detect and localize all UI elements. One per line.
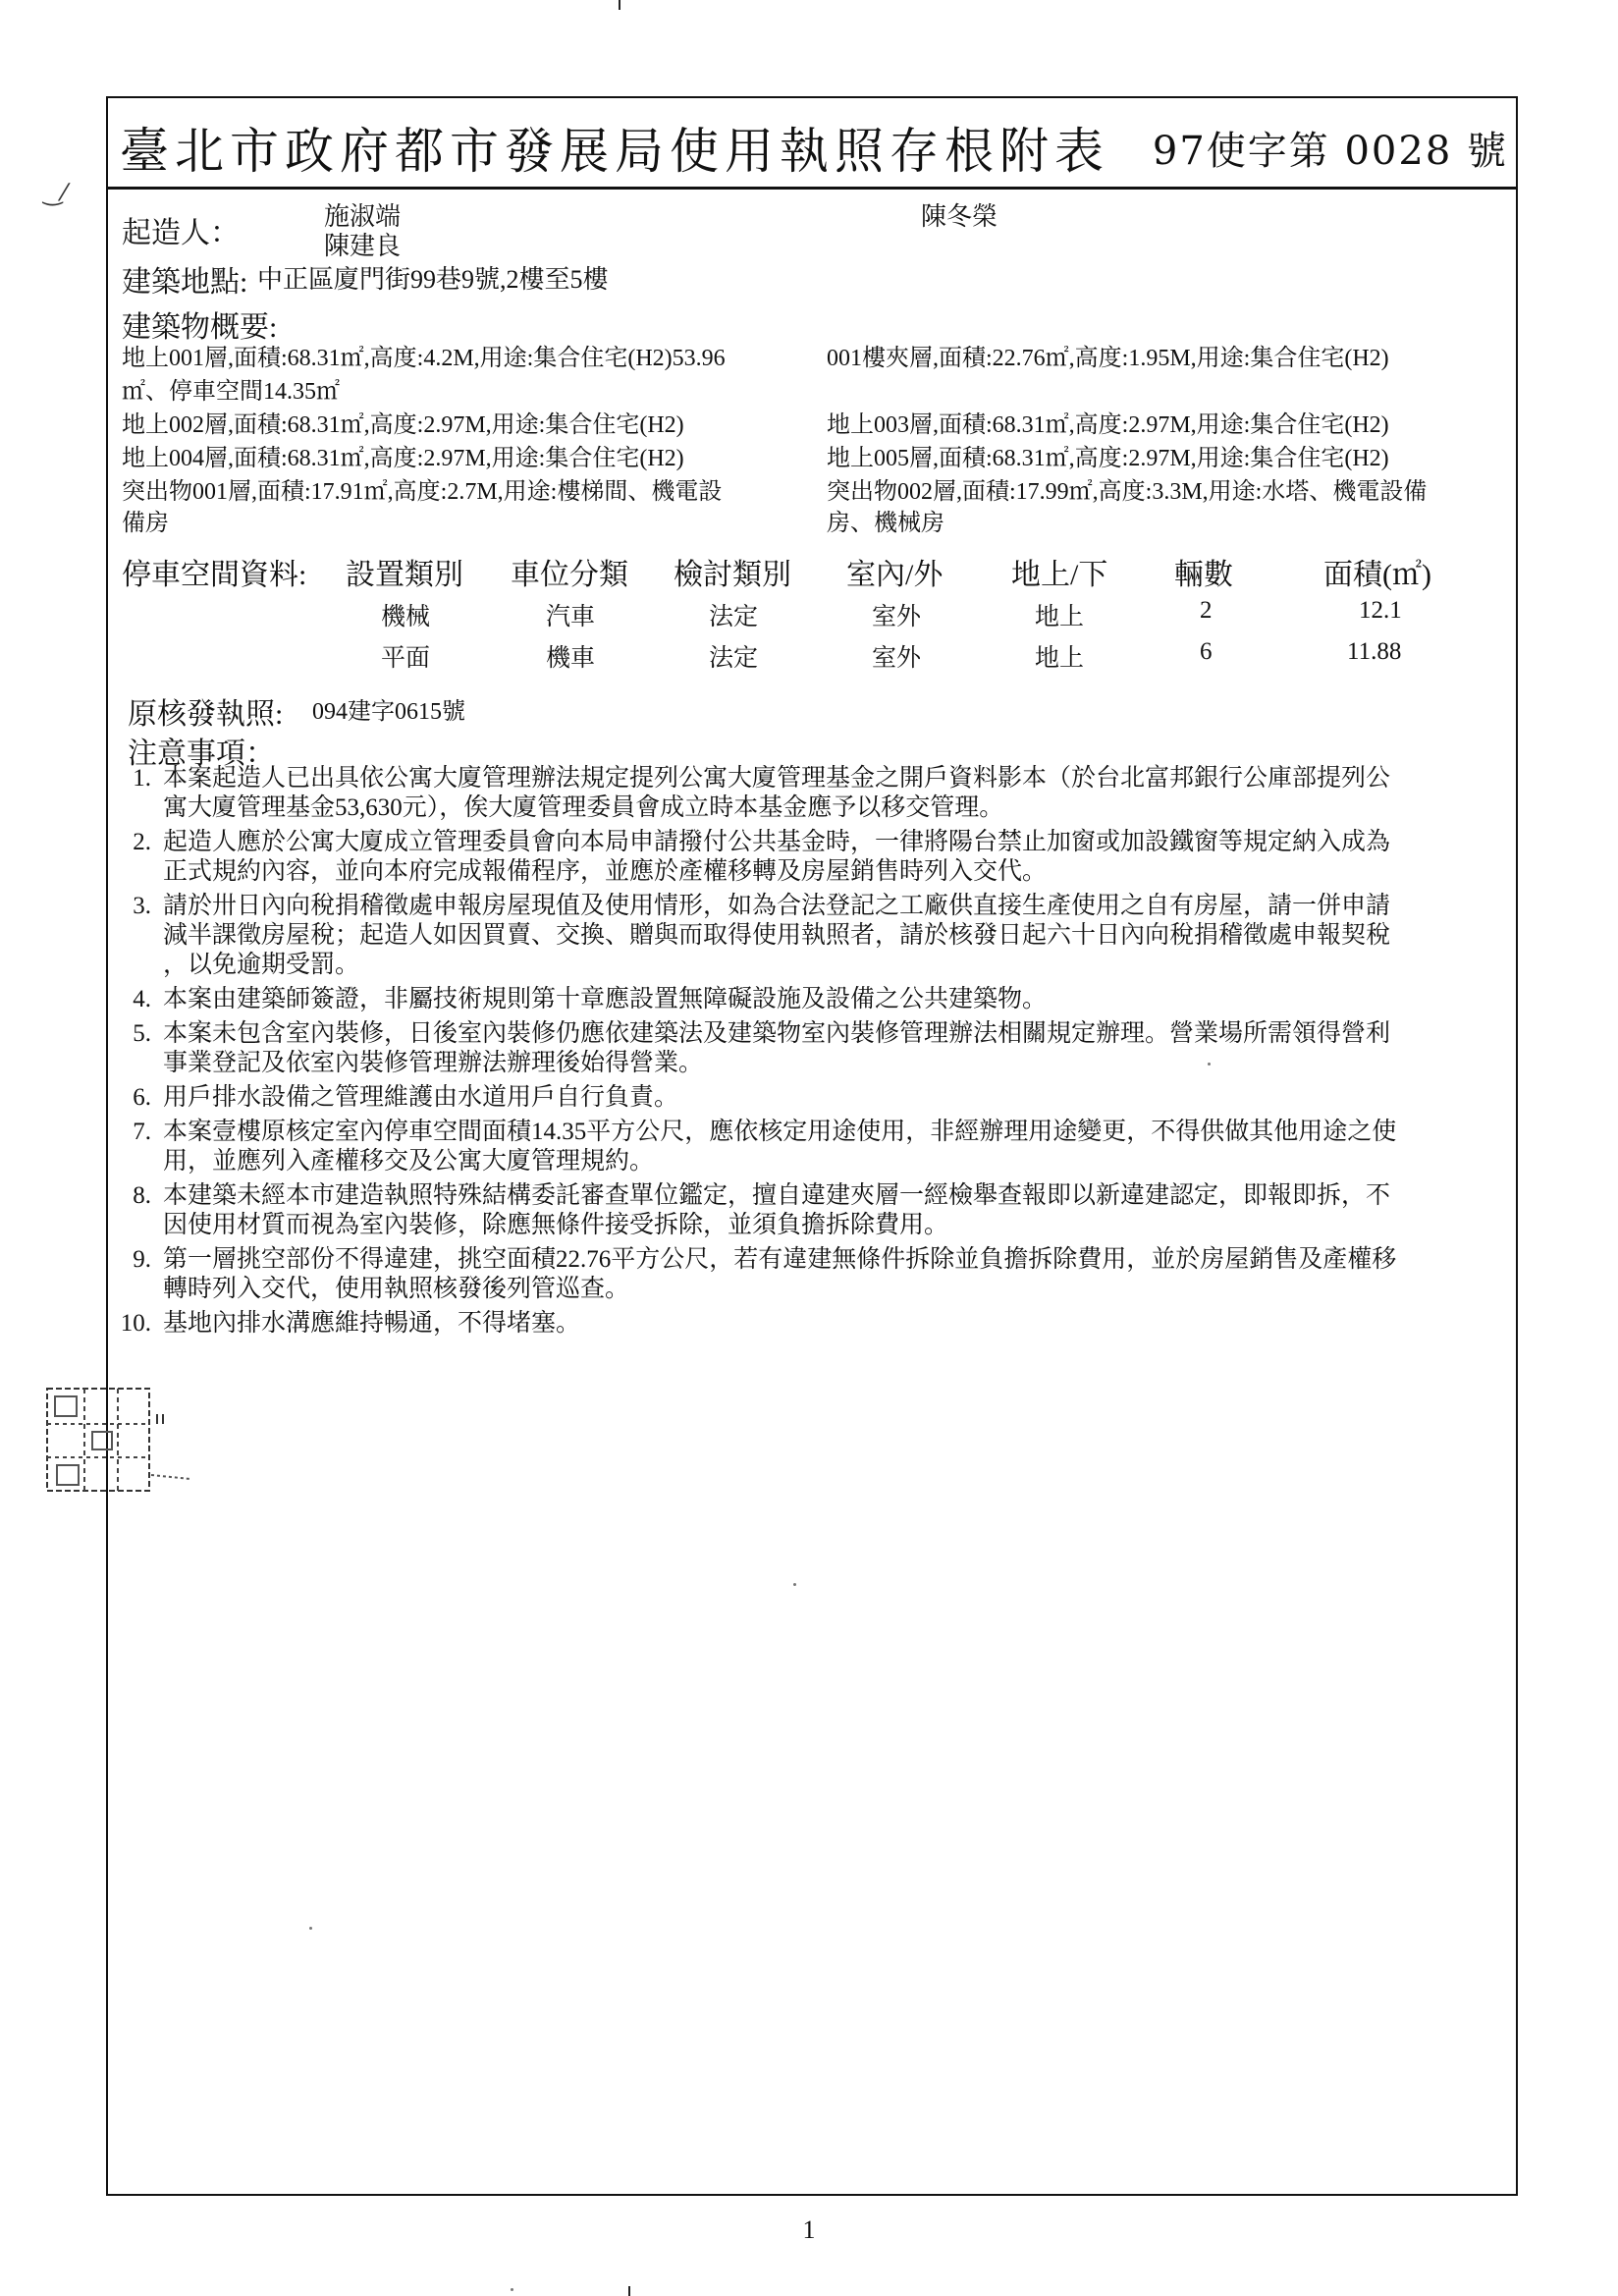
parking-cell: 室外 (872, 645, 922, 672)
note-line: 基地內排水溝應維持暢通，不得堵塞。 (163, 1310, 581, 1337)
note-text (163, 1245, 1518, 1304)
overview-line: 001樓夾層,面積:22.76㎡,高度:1.95M,用途:集合住宅(H2) (827, 346, 1389, 371)
note-text (163, 985, 1518, 1014)
parking-header-cell: 面積(㎡) (1323, 559, 1431, 591)
title-row (108, 98, 1516, 190)
note-line: 本案未包含室內裝修，日後室內裝修仍應依建築法及建築物室內裝修管理辦法相關規定辦理。營業場所需領得營利 (163, 1020, 1391, 1047)
note-text (163, 1181, 1518, 1240)
note-line: 用戶排水設備之管理維護由水道用戶自行負責。 (163, 1084, 679, 1111)
parking-header-cell: 輛數 (1174, 559, 1233, 591)
scan-dot (511, 2288, 513, 2291)
note-number: 7. (133, 1119, 151, 1145)
overview-line: 地上005層,面積:68.31㎡,高度:2.97M,用途:集合住宅(H2) (827, 446, 1389, 471)
note-line: 因使用材質而視為室內裝修，除應無條件接受拆除，並須負擔拆除費用。 (163, 1212, 949, 1238)
note-line: 事業登記及依室內裝修管理辦法辦理後始得營業。 (163, 1050, 704, 1076)
parking-cell: 6 (1200, 638, 1213, 665)
applicant-name: 陳冬榮 (921, 202, 998, 231)
note-number: 1. (133, 765, 151, 792)
parking-cell: 11.88 (1347, 638, 1402, 665)
note-line: 寓大廈管理基金53,630元），俟大廈管理委員會成立時本基金應予以移交管理。 (163, 794, 1004, 821)
applicant-name: 施淑端 (324, 202, 402, 231)
scan-dot (309, 1927, 312, 1930)
note-text (163, 828, 1518, 887)
note-line: 轉時列入交代，使用執照核發後列管巡查。 (163, 1276, 630, 1302)
note-number: 5. (133, 1020, 151, 1047)
parking-header-cell: 設置類別 (346, 559, 463, 591)
original-permit-label: 原核發執照: (128, 698, 284, 731)
note-line: 本案由建築師簽證，非屬技術規則第十章應設置無障礙設施及設備之公共建築物。 (163, 986, 1048, 1012)
note-number: 3. (133, 893, 151, 919)
site-label: 建築地點: (122, 266, 248, 299)
overview-line: 房、機械房 (827, 511, 944, 536)
original-permit-number: 094建字0615號 (312, 699, 465, 725)
note-number: 8. (133, 1182, 151, 1209)
overview-line: 突出物002層,面積:17.99㎡,高度:3.3M,用途:水塔、機電設備 (827, 479, 1428, 505)
note-number: 10. (120, 1310, 151, 1337)
note-line: ，以免逾期受罰。 (163, 952, 360, 978)
parking-cell: 地上 (1035, 604, 1085, 630)
parking-cell: 機車 (546, 645, 596, 672)
parking-cell: 法定 (709, 645, 759, 672)
document-title: 臺北市政府都市發展局使用執照存根附表 (120, 123, 1109, 180)
site-address: 中正區廈門街99巷9號,2樓至5樓 (257, 265, 609, 294)
note-number: 2. (133, 829, 151, 855)
overview-label: 建築物概要: (122, 311, 278, 344)
scan-tick (619, 0, 620, 10)
parking-header-cell: 車位分類 (511, 559, 628, 591)
overview-line: 地上001層,面積:68.31㎡,高度:4.2M,用途:集合住宅(H2)53.96 (122, 346, 726, 371)
note-number: 4. (133, 986, 151, 1012)
applicant-label: 起造人： (122, 217, 240, 249)
note-line: 本建築未經本市建造執照特殊結構委託審查單位鑑定，擅自違建夾層一經檢舉查報即以新違建認定，即報即拆，不 (163, 1182, 1391, 1209)
note-line: 減半課徵房屋稅；起造人如因買賣、交換、贈與而取得使用執照者，請於核發日起六十日內向稅捐稽徵處申報契稅 (163, 922, 1391, 949)
note-line: 本案起造人已出具依公寓大廈管理辦法規定提列公寓大廈管理基金之開戶資料影本（於台北富邦銀行公庫部提列公 (163, 765, 1391, 792)
scan-tick (628, 2286, 630, 2296)
note-text (163, 1083, 1518, 1113)
overview-line: 地上002層,面積:68.31㎡,高度:2.97M,用途:集合住宅(H2) (122, 412, 684, 438)
permit-number: 97使字第 0028 號 (1152, 129, 1508, 174)
overview-line: ㎡、停車空間14.35㎡ (122, 379, 340, 405)
parking-label: 停車空間資料: (122, 559, 307, 591)
note-line: 本案壹樓原核定室內停車空間面積14.35平方公尺，應依核定用途使用，非經辦理用途變更，不得供做其他用途之使 (163, 1119, 1397, 1145)
notes-label: 注意事項： (128, 738, 275, 770)
note-text (163, 1118, 1518, 1176)
parking-cell: 汽車 (546, 604, 596, 630)
note-line: 用，並應列入產權移交及公寓大廈管理規約。 (163, 1148, 655, 1175)
scan-dot (793, 1583, 796, 1586)
parking-cell: 12.1 (1359, 597, 1402, 624)
overview-line: 地上003層,面積:68.31㎡,高度:2.97M,用途:集合住宅(H2) (827, 412, 1389, 438)
note-line: 起造人應於公寓大廈成立管理委員會向本局申請撥付公共基金時，一律將陽台禁止加窗或加設鐵窗等規定納入成為 (163, 829, 1391, 855)
parking-cell: 法定 (709, 604, 759, 630)
margin-mark: ‿⁄ (43, 179, 67, 206)
note-text (163, 1019, 1518, 1078)
note-text (163, 1309, 1518, 1339)
overview-line: 地上004層,面積:68.31㎡,高度:2.97M,用途:集合住宅(H2) (122, 446, 684, 471)
note-number: 9. (133, 1246, 151, 1273)
parking-cell: 機械 (381, 604, 431, 630)
parking-cell: 室外 (872, 604, 922, 630)
page-number: 1 (802, 2215, 816, 2244)
scanned-stamp (45, 1385, 192, 1498)
applicant-name: 陳建良 (324, 232, 402, 260)
overview-line: 備房 (122, 511, 169, 536)
overview-line: 突出物001層,面積:17.91㎡,高度:2.7M,用途:樓梯間、機電設 (122, 479, 723, 505)
parking-header-cell: 地上/下 (1011, 559, 1108, 591)
parking-header-cell: 室內/外 (846, 559, 944, 591)
parking-cell: 2 (1200, 597, 1213, 624)
note-line: 正式規約內容，並向本府完成報備程序，並應於產權移轉及房屋銷售時列入交代。 (163, 858, 1048, 885)
note-text (163, 764, 1518, 823)
note-text (163, 892, 1518, 980)
note-line: 第一層挑空部份不得違建，挑空面積22.76平方公尺，若有違建無條件拆除並負擔拆除費用，並於房屋銷售及產權移 (163, 1246, 1397, 1273)
parking-cell: 地上 (1035, 645, 1085, 672)
parking-cell: 平面 (381, 645, 431, 672)
note-line: 請於卅日內向稅捐稽徵處申報房屋現值及使用情形，如為合法登記之工廠供直接生產使用之自有房屋，請一併申請 (163, 893, 1391, 919)
note-number: 6. (133, 1084, 151, 1111)
parking-header-cell: 檢討類別 (674, 559, 791, 591)
